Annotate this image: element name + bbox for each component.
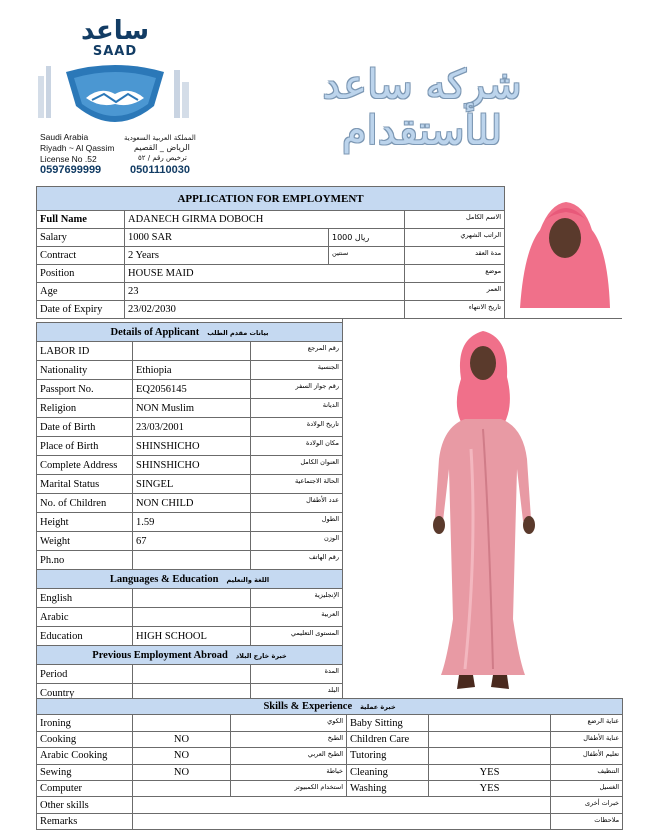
skill-left-arabic: خياطة	[231, 764, 347, 780]
logo-country-ar: المملكة العربية السعودية	[124, 134, 196, 142]
details-row-label: Religion	[37, 399, 133, 418]
table-row	[37, 532, 343, 551]
remarks-value	[133, 813, 551, 829]
age-arabic: العمر	[405, 283, 505, 301]
table-row	[37, 627, 343, 646]
details-row-value: 1.59	[133, 513, 251, 532]
skill-right-value	[429, 731, 551, 747]
table-row	[37, 764, 623, 780]
skill-right-value: YES	[429, 780, 551, 796]
details-row-arabic: الديانة	[251, 399, 343, 418]
expiry-value: 23/02/2030	[125, 301, 405, 319]
details-header-arabic: بيانات مقدم الطلب	[207, 328, 269, 337]
table-row	[37, 265, 505, 283]
skill-left-value	[133, 715, 231, 731]
expiry-arabic: تاريخ الانتهاء	[405, 301, 505, 319]
expiry-label: Date of Expiry	[37, 301, 125, 319]
table-row	[37, 813, 623, 829]
details-row-label: Marital Status	[37, 475, 133, 494]
details-row-value: NON Muslim	[133, 399, 251, 418]
table-row	[37, 551, 343, 570]
languages-row-value: HIGH SCHOOL	[133, 627, 251, 646]
company-title: شركه ساعد للأستقدام	[322, 62, 522, 154]
age-value: 23	[125, 283, 405, 301]
details-row-arabic: الجنسية	[251, 361, 343, 380]
table-row	[37, 247, 505, 265]
details-row-value: Ethiopia	[133, 361, 251, 380]
applicant-full-photo	[342, 318, 622, 698]
table-row	[37, 731, 623, 747]
logo-license-en: License No .52	[40, 154, 97, 164]
details-row-arabic: رقم جواز السفر	[251, 380, 343, 399]
salary-label: Salary	[37, 229, 125, 247]
age-label: Age	[37, 283, 125, 301]
details-row-value: SHINSHICHO	[133, 437, 251, 456]
details-row-arabic: رقم الهاتف	[251, 551, 343, 570]
logo-phone-left: 0597699999	[40, 164, 102, 176]
languages-row-label: Education	[37, 627, 133, 646]
contract-arabic: مدة العقد	[405, 247, 505, 265]
skill-right-label: Tutoring	[347, 748, 429, 764]
details-row-label: LABOR ID	[37, 342, 133, 361]
skills-header-arabic: خبرة عملية	[360, 703, 396, 712]
languages-row-arabic: الإنجليزية	[251, 589, 343, 608]
other-skills-value	[133, 797, 551, 813]
languages-row-arabic: المستوى التعليمي	[251, 627, 343, 646]
details-row-value: SINGEL	[133, 475, 251, 494]
skill-right-label: Baby Sitting	[347, 715, 429, 731]
table-row	[37, 608, 343, 627]
details-table	[36, 322, 343, 703]
salary-arabic: الراتب الشهري	[405, 229, 505, 247]
table-row	[37, 437, 343, 456]
details-row-arabic: مكان الولادة	[251, 437, 343, 456]
handshake-shield-icon	[30, 58, 200, 142]
logo-country-en: Saudi Arabia	[40, 132, 89, 142]
salary-value: 1000 SAR	[125, 229, 329, 247]
details-row-value: 23/03/2001	[133, 418, 251, 437]
logo-phone-right: 0501110030	[130, 164, 190, 176]
skill-right-value	[429, 748, 551, 764]
position-value: HOUSE MAID	[125, 265, 405, 283]
table-row	[37, 589, 343, 608]
previous-header-arabic: خبرة خارج البلاد	[235, 651, 287, 660]
skill-left-value: NO	[133, 764, 231, 780]
skill-left-label: Ironing	[37, 715, 133, 731]
logo-brand-english: SAAD	[92, 44, 138, 59]
applicant-headshot	[510, 190, 618, 308]
details-row-label: Date of Birth	[37, 418, 133, 437]
skill-left-arabic: الطبخ العربي	[231, 748, 347, 764]
table-row	[37, 748, 623, 764]
details-row-arabic: تاريخ الولادة	[251, 418, 343, 437]
table-row	[37, 301, 505, 319]
table-row	[37, 715, 623, 731]
contract-arabic-value: سنتين	[329, 247, 405, 265]
table-row	[37, 418, 343, 437]
details-row-label: Place of Birth	[37, 437, 133, 456]
logo-region-en: Riyadh ~ Al Qassim	[40, 143, 115, 153]
table-row	[37, 399, 343, 418]
details-header-label: Details of Applicant	[110, 326, 200, 338]
logo-brand-arabic: ساعد	[80, 16, 150, 46]
details-row-label: Nationality	[37, 361, 133, 380]
remarks-label: Remarks	[37, 813, 133, 829]
details-row-label: Complete Address	[37, 456, 133, 475]
position-label: Position	[37, 265, 125, 283]
languages-header-cell	[37, 570, 343, 589]
skill-right-label: Washing	[347, 780, 429, 796]
skill-right-arabic: الغسيل	[551, 780, 623, 796]
details-row-arabic: الحالة الاجتماعية	[251, 475, 343, 494]
skill-left-value: NO	[133, 748, 231, 764]
languages-row-label: English	[37, 589, 133, 608]
table-row	[37, 211, 505, 229]
previous-row-value	[133, 665, 251, 684]
table-row	[37, 665, 343, 684]
table-row	[37, 229, 505, 247]
skill-right-value: YES	[429, 764, 551, 780]
application-title: APPLICATION FOR EMPLOYMENT	[37, 187, 505, 211]
languages-header-arabic: اللغة والتعليم	[226, 575, 270, 584]
other-skills-arabic: خبرات أخرى	[551, 797, 623, 813]
table-row	[37, 361, 343, 380]
details-row-arabic: الطول	[251, 513, 343, 532]
skill-left-arabic: الطبخ	[231, 731, 347, 747]
details-row-arabic: الوزن	[251, 532, 343, 551]
skill-left-label: Computer	[37, 780, 133, 796]
languages-row-value	[133, 589, 251, 608]
details-row-label: Passport No.	[37, 380, 133, 399]
skill-left-arabic: استخدام الكمبيوتر	[231, 780, 347, 796]
details-header-cell	[37, 323, 343, 342]
full-name-arabic: الاسم الكامل	[405, 211, 505, 229]
other-skills-label: Other skills	[37, 797, 133, 813]
languages-row-value	[133, 608, 251, 627]
skill-left-value: NO	[133, 731, 231, 747]
table-row	[37, 342, 343, 361]
details-row-value: SHINSHICHO	[133, 456, 251, 475]
skills-header	[37, 699, 623, 715]
previous-row-arabic: المدة	[251, 665, 343, 684]
details-row-label: No. of Children	[37, 494, 133, 513]
previous-row-label: Country	[37, 684, 133, 703]
details-row-arabic: العنوان الكامل	[251, 456, 343, 475]
details-row-value	[133, 551, 251, 570]
remarks-arabic: ملاحظات	[551, 813, 623, 829]
skill-right-label: Children Care	[347, 731, 429, 747]
skill-right-arabic: عناية الرضع	[551, 715, 623, 731]
languages-header	[37, 570, 343, 589]
skills-table	[36, 698, 623, 830]
previous-header	[37, 646, 343, 665]
details-row-label: Weight	[37, 532, 133, 551]
logo-region-ar: الرياض _ القصيم	[134, 143, 190, 152]
skill-left-label: Sewing	[37, 764, 133, 780]
skill-left-label: Arabic Cooking	[37, 748, 133, 764]
table-row	[37, 475, 343, 494]
skill-right-arabic: عناية الأطفال	[551, 731, 623, 747]
skill-left-label: Cooking	[37, 731, 133, 747]
previous-header-cell	[37, 646, 343, 665]
salary-arabic-value: 1000 ريال	[329, 229, 405, 247]
table-row	[37, 380, 343, 399]
details-header	[37, 323, 343, 342]
previous-row-arabic: البلد	[251, 684, 343, 703]
skill-right-value	[429, 715, 551, 731]
details-row-value: 67	[133, 532, 251, 551]
contract-value: 2 Years	[125, 247, 329, 265]
previous-row-label: Period	[37, 665, 133, 684]
full-name-value: ADANECH GIRMA DOBOCH	[125, 211, 405, 229]
details-row-value: EQ2056145	[133, 380, 251, 399]
details-row-value	[133, 342, 251, 361]
table-row	[37, 513, 343, 532]
contract-label: Contract	[37, 247, 125, 265]
table-row	[37, 780, 623, 796]
skill-left-value	[133, 780, 231, 796]
company-logo	[30, 14, 200, 184]
table-row	[37, 283, 505, 301]
details-row-label: Height	[37, 513, 133, 532]
details-row-arabic: رقم المرجع	[251, 342, 343, 361]
skills-header-label: Skills & Experience	[263, 701, 353, 713]
languages-row-arabic: العربية	[251, 608, 343, 627]
details-row-label: Ph.no	[37, 551, 133, 570]
application-table	[36, 186, 505, 319]
position-arabic: موضع	[405, 265, 505, 283]
details-row-arabic: عدد الأطفال	[251, 494, 343, 513]
full-name-label: Full Name	[37, 211, 125, 229]
previous-header-label: Previous Employment Abroad	[92, 649, 228, 661]
details-row-value: NON CHILD	[133, 494, 251, 513]
logo-license-ar: ترخيص رقم / ٥٢	[138, 154, 187, 162]
table-row	[37, 797, 623, 813]
table-row	[37, 494, 343, 513]
languages-row-label: Arabic	[37, 608, 133, 627]
skill-left-arabic: الكوي	[231, 715, 347, 731]
table-row	[37, 456, 343, 475]
skill-right-label: Cleaning	[347, 764, 429, 780]
skills-header-cell	[37, 699, 623, 715]
skill-right-arabic: تعليم الأطفال	[551, 748, 623, 764]
languages-header-label: Languages & Education	[109, 573, 219, 585]
skill-right-arabic: التنظيف	[551, 764, 623, 780]
